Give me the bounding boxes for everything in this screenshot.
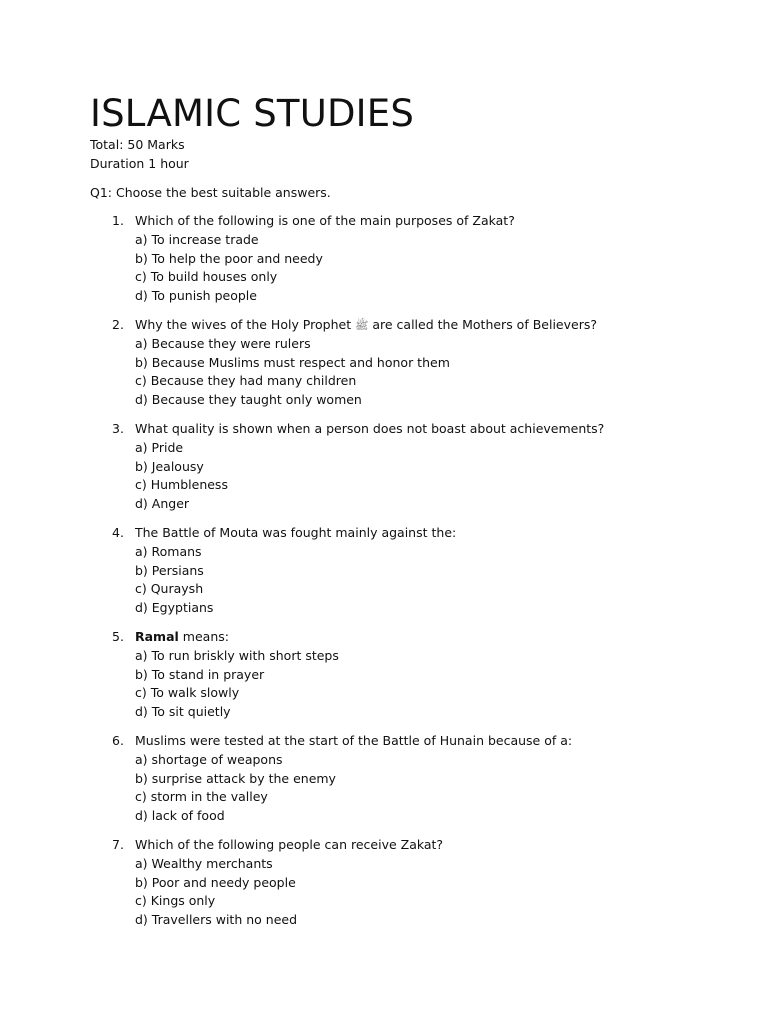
option-a: a) To increase trade bbox=[135, 231, 259, 247]
option-c: c) Quraysh bbox=[135, 581, 204, 597]
question-number: 5. bbox=[112, 629, 124, 644]
option-d: d) To sit quietly bbox=[135, 704, 231, 720]
option-b: b) Poor and needy people bbox=[135, 874, 296, 890]
option-list bbox=[135, 439, 228, 514]
question-item bbox=[0, 732, 768, 836]
option-list bbox=[135, 231, 323, 306]
question-text-part: means: bbox=[182, 629, 229, 644]
option-b: b) To help the poor and needy bbox=[135, 250, 323, 266]
question-number: 6. bbox=[112, 733, 124, 748]
question-text: The Battle of Mouta was fought mainly against the: bbox=[135, 525, 457, 540]
question-number: 1. bbox=[112, 213, 124, 228]
question-item bbox=[0, 524, 768, 628]
question-item bbox=[0, 628, 768, 732]
question-text bbox=[135, 316, 597, 336]
question-text: Which of the following people can receive Zakat? bbox=[135, 837, 444, 852]
question-text: Which of the following is one of the main purposes of Zakat? bbox=[135, 213, 515, 228]
question-text: Muslims were tested at the start of the Battle of Hunain because of a: bbox=[135, 733, 573, 748]
option-d: d) To punish people bbox=[135, 288, 257, 304]
option-list bbox=[135, 647, 339, 722]
option-d: d) Because they taught only women bbox=[135, 392, 362, 408]
option-d: d) Egyptians bbox=[135, 600, 214, 616]
question-number: 2. bbox=[112, 317, 124, 332]
option-c: c) storm in the valley bbox=[135, 789, 268, 805]
question-list bbox=[0, 212, 768, 940]
option-b: b) Jealousy bbox=[135, 458, 204, 474]
question-text-part: Why the wives of the Holy Prophet bbox=[135, 317, 352, 332]
option-c: c) Kings only bbox=[135, 893, 216, 909]
option-list bbox=[135, 751, 336, 826]
exam-duration: Duration 1 hour bbox=[90, 156, 189, 171]
option-a: a) Because they were rulers bbox=[135, 335, 311, 351]
option-d: d) Travellers with no need bbox=[135, 912, 298, 928]
option-list bbox=[135, 855, 297, 930]
option-b: b) Because Muslims must respect and honor them bbox=[135, 354, 450, 370]
option-a: a) To run briskly with short steps bbox=[135, 647, 339, 663]
question-text bbox=[135, 628, 229, 647]
option-c: c) To build houses only bbox=[135, 269, 278, 285]
option-a: a) Wealthy merchants bbox=[135, 855, 273, 871]
option-a: a) Pride bbox=[135, 439, 184, 455]
question-number: 3. bbox=[112, 421, 124, 436]
pbuh-symbol: ﷺ bbox=[355, 319, 369, 332]
option-list bbox=[135, 335, 450, 410]
option-a: a) shortage of weapons bbox=[135, 751, 283, 767]
option-c: c) Humbleness bbox=[135, 477, 228, 493]
question-text-part: are called the Mothers of Believers? bbox=[372, 317, 597, 332]
question-item bbox=[0, 212, 768, 316]
question-number: 7. bbox=[112, 837, 124, 852]
question-text: What quality is shown when a person does not boast about achievements? bbox=[135, 421, 605, 436]
option-c: c) To walk slowly bbox=[135, 685, 240, 701]
option-b: b) To stand in prayer bbox=[135, 666, 265, 682]
question-item bbox=[0, 420, 768, 524]
option-c: c) Because they had many children bbox=[135, 373, 357, 389]
section-heading: Q1: Choose the best suitable answers. bbox=[90, 185, 331, 200]
bold-term: Ramal bbox=[135, 629, 179, 644]
option-list bbox=[135, 543, 213, 618]
option-d: d) lack of food bbox=[135, 808, 225, 824]
question-item bbox=[0, 836, 768, 940]
question-item bbox=[0, 316, 768, 420]
total-marks: Total: 50 Marks bbox=[90, 137, 185, 152]
option-a: a) Romans bbox=[135, 543, 202, 559]
page-title: ISLAMIC STUDIES bbox=[90, 92, 415, 135]
option-d: d) Anger bbox=[135, 496, 190, 512]
option-b: b) Persians bbox=[135, 562, 204, 578]
question-number: 4. bbox=[112, 525, 124, 540]
option-b: b) surprise attack by the enemy bbox=[135, 770, 336, 786]
